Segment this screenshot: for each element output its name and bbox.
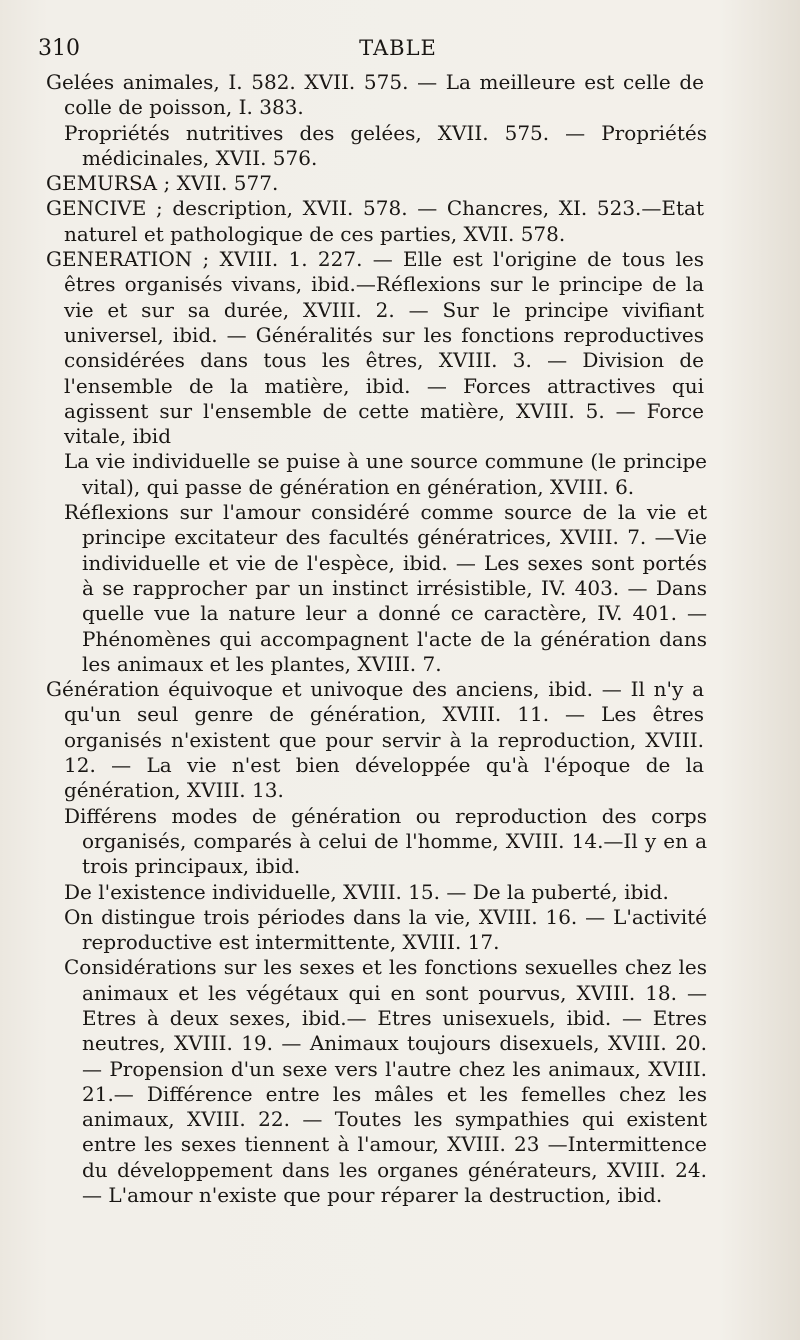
index-subentry: Réflexions sur l'amour considéré comme source de la vie et principe excitateur des facultés génératrices, XVIII. 7. —Vie individuelle et vie de l'espèce, ibid. — Les sexes sont portés à se rapprocher par un instinct irrésistible, IV. 403. — Dans quelle vue la nature leur a donné ce caractère, IV. 401. — Phénomènes qui accompagnent l'acte de la génération dans les animaux et les plantes, XVIII. 7. [64, 500, 707, 676]
index-entry: GEMURSA ; XVII. 577. [46, 171, 279, 196]
index-entry: GENERATION ; XVIII. 1. 227. — Elle est l'origine de tous les êtres organisés vivans, ibid.—Réflexions sur le principe de la vie et sur sa durée, XVIII. 2. — Sur le principe vivifiant universel, ibid. — Généralités sur les fonctions reproductives considérées dans tous les êtres, XVIII. 3. — Division de l'ensemble de la matière, ibid. — Forces attractives qui agissent sur l'ensemble de cette matière, XVIII. 5. — Force vitale, ibid [46, 247, 704, 449]
page-header [38, 36, 758, 62]
index-subentry: Considérations sur les sexes et les fonctions sexuelles chez les animaux et les végétaux qui en sont pourvus, XVIII. 18. — Etres à deux sexes, ibid.— Etres unisexuels, ibid. — Etres neutres, XVIII. 19. — Animaux toujours disexuels, XVIII. 20. — Propension d'un sexe vers l'autre chez les animaux, XVIII. 21.— Différence entre les mâles et les femelles chez les animaux, XVIII. 22. — Toutes les sympathies qui existent entre les sexes tiennent à l'amour, XVIII. 23 —Intermittence du développement dans les organes générateurs, XVIII. 24. — L'amour n'existe que pour réparer la destruction, ibid. [64, 955, 707, 1208]
index-entry: Génération équivoque et univoque des anciens, ibid. — Il n'y a qu'un seul genre de génération, XVIII. 11. — Les êtres organisés n'existent que pour servir à la reproduction, XVIII. 12. — La vie n'est bien développée qu'à l'époque de la génération, XVIII. 13. [46, 677, 704, 803]
index-subentry: De l'existence individuelle, XVIII. 15. — De la puberté, ibid. [64, 879, 669, 904]
index-subentry: Propriétés nutritives des gelées, XVII. 575. — Propriétés médicinales, XVII. 576. [64, 120, 707, 170]
index-entry: Gelées animales, I. 582. XVII. 575. — La meilleure est celle de colle de poisson, I. 383. [46, 70, 704, 120]
index-entry: GENCIVE ; description, XVII. 578. — Chancres, XI. 523.—Etat naturel et pathologique de ces parties, XVII. 578. [46, 196, 704, 246]
index-entries [0, 70, 800, 1208]
index-subentry: On distingue trois périodes dans la vie, XVIII. 16. — L'activité reproductive est intermittente, XVIII. 17. [64, 904, 707, 955]
page-number: 310 [38, 36, 80, 61]
index-subentry: La vie individuelle se puise à une source commune (le principe vital), qui passe de génération en génération, XVIII. 6. [64, 449, 707, 499]
index-subentry: Différens modes de génération ou reproduction des corps organisés, comparés à celui de l'homme, XVIII. 14.—Il y en a trois principaux, ibid. [64, 803, 707, 879]
running-title: TABLE [359, 36, 437, 60]
